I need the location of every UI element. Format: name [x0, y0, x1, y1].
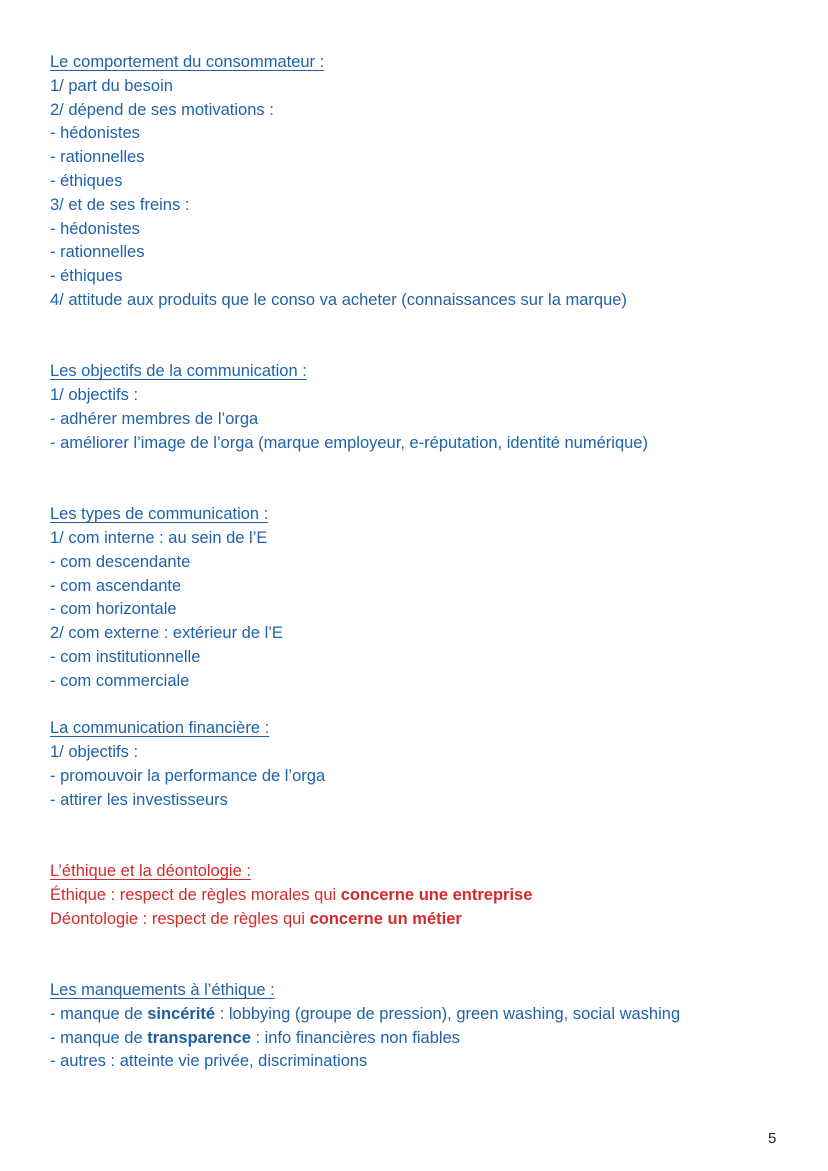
deontologie-emphasis: concerne un métier [309, 909, 462, 928]
list-line: - com descendante [50, 552, 191, 571]
line-suffix: : info financières non fiables [250, 1028, 461, 1047]
spacer [50, 931, 770, 979]
list-line: 3/ et de ses freins : [50, 195, 190, 214]
section-ethics-deontology [50, 860, 770, 931]
list-line: - rationnelles [50, 243, 145, 262]
section-heading: Les manquements à l’éthique : [50, 981, 275, 1000]
list-line: 1/ part du besoin [50, 76, 173, 95]
section-heading: Les objectifs de la communication : [50, 362, 307, 381]
deontologie-definition [50, 908, 770, 932]
list-line: - éthiques [50, 267, 123, 286]
section-financial-communication [50, 717, 770, 812]
list-line: 2/ dépend de ses motivations : [50, 100, 274, 119]
list-line: - attirer les investisseurs [50, 790, 228, 809]
document-page [50, 51, 770, 1074]
page-number: 5 [768, 1130, 777, 1147]
list-line: - com horizontale [50, 600, 177, 619]
list-line: - améliorer l’image de l’orga (marque employeur, e-réputation, identité numérique) [50, 433, 648, 452]
list-line: - com commerciale [50, 671, 190, 690]
list-line: - éthiques [50, 171, 123, 190]
ethique-definition [50, 884, 770, 908]
deontologie-text: Déontologie : respect de règles qui [50, 909, 310, 928]
spacer [50, 456, 770, 504]
list-line: - promouvoir la performance de l’orga [50, 766, 326, 785]
section-heading: Le comportement du consommateur : [50, 53, 325, 71]
list-line [50, 1003, 770, 1027]
line-prefix: - manque de [50, 1004, 148, 1023]
section-consumer-behavior [50, 51, 770, 313]
spacer [50, 694, 770, 718]
list-line: - rationnelles [50, 148, 145, 167]
list-line: - autres : atteinte vie privée, discriminations [50, 1052, 368, 1071]
section-heading: La communication financière : [50, 719, 270, 738]
section-communication-objectives [50, 360, 770, 455]
list-line: 1/ objectifs : [50, 743, 139, 762]
ethique-emphasis: concerne une entreprise [340, 885, 533, 904]
list-line: 1/ objectifs : [50, 386, 139, 405]
line-emphasis: sincérité [147, 1004, 216, 1023]
list-line: - com institutionnelle [50, 647, 201, 666]
spacer [50, 813, 770, 861]
list-line: - hédonistes [50, 124, 140, 143]
line-prefix: - manque de [50, 1028, 148, 1047]
list-line: - adhérer membres de l’orga [50, 409, 259, 428]
spacer [50, 313, 770, 361]
section-ethics-breaches [50, 979, 770, 1074]
list-line: - hédonistes [50, 219, 140, 238]
ethique-text: Éthique : respect de règles morales qui [50, 885, 341, 904]
list-line: 4/ attitude aux produits que le conso va acheter (connaissances sur la marque) [50, 290, 627, 309]
list-line [50, 1027, 770, 1051]
line-suffix: : lobbying (groupe de pression), green washing, social washing [215, 1004, 681, 1023]
section-heading: Les types de communication : [50, 505, 269, 524]
line-emphasis: transparence [147, 1028, 251, 1047]
list-line: 1/ com interne : au sein de l’E [50, 528, 268, 547]
section-heading: L’éthique et la déontologie : [50, 862, 251, 881]
list-line: 2/ com externe : extérieur de l’E [50, 624, 283, 643]
list-line: - com ascendante [50, 576, 182, 595]
section-communication-types [50, 503, 770, 693]
